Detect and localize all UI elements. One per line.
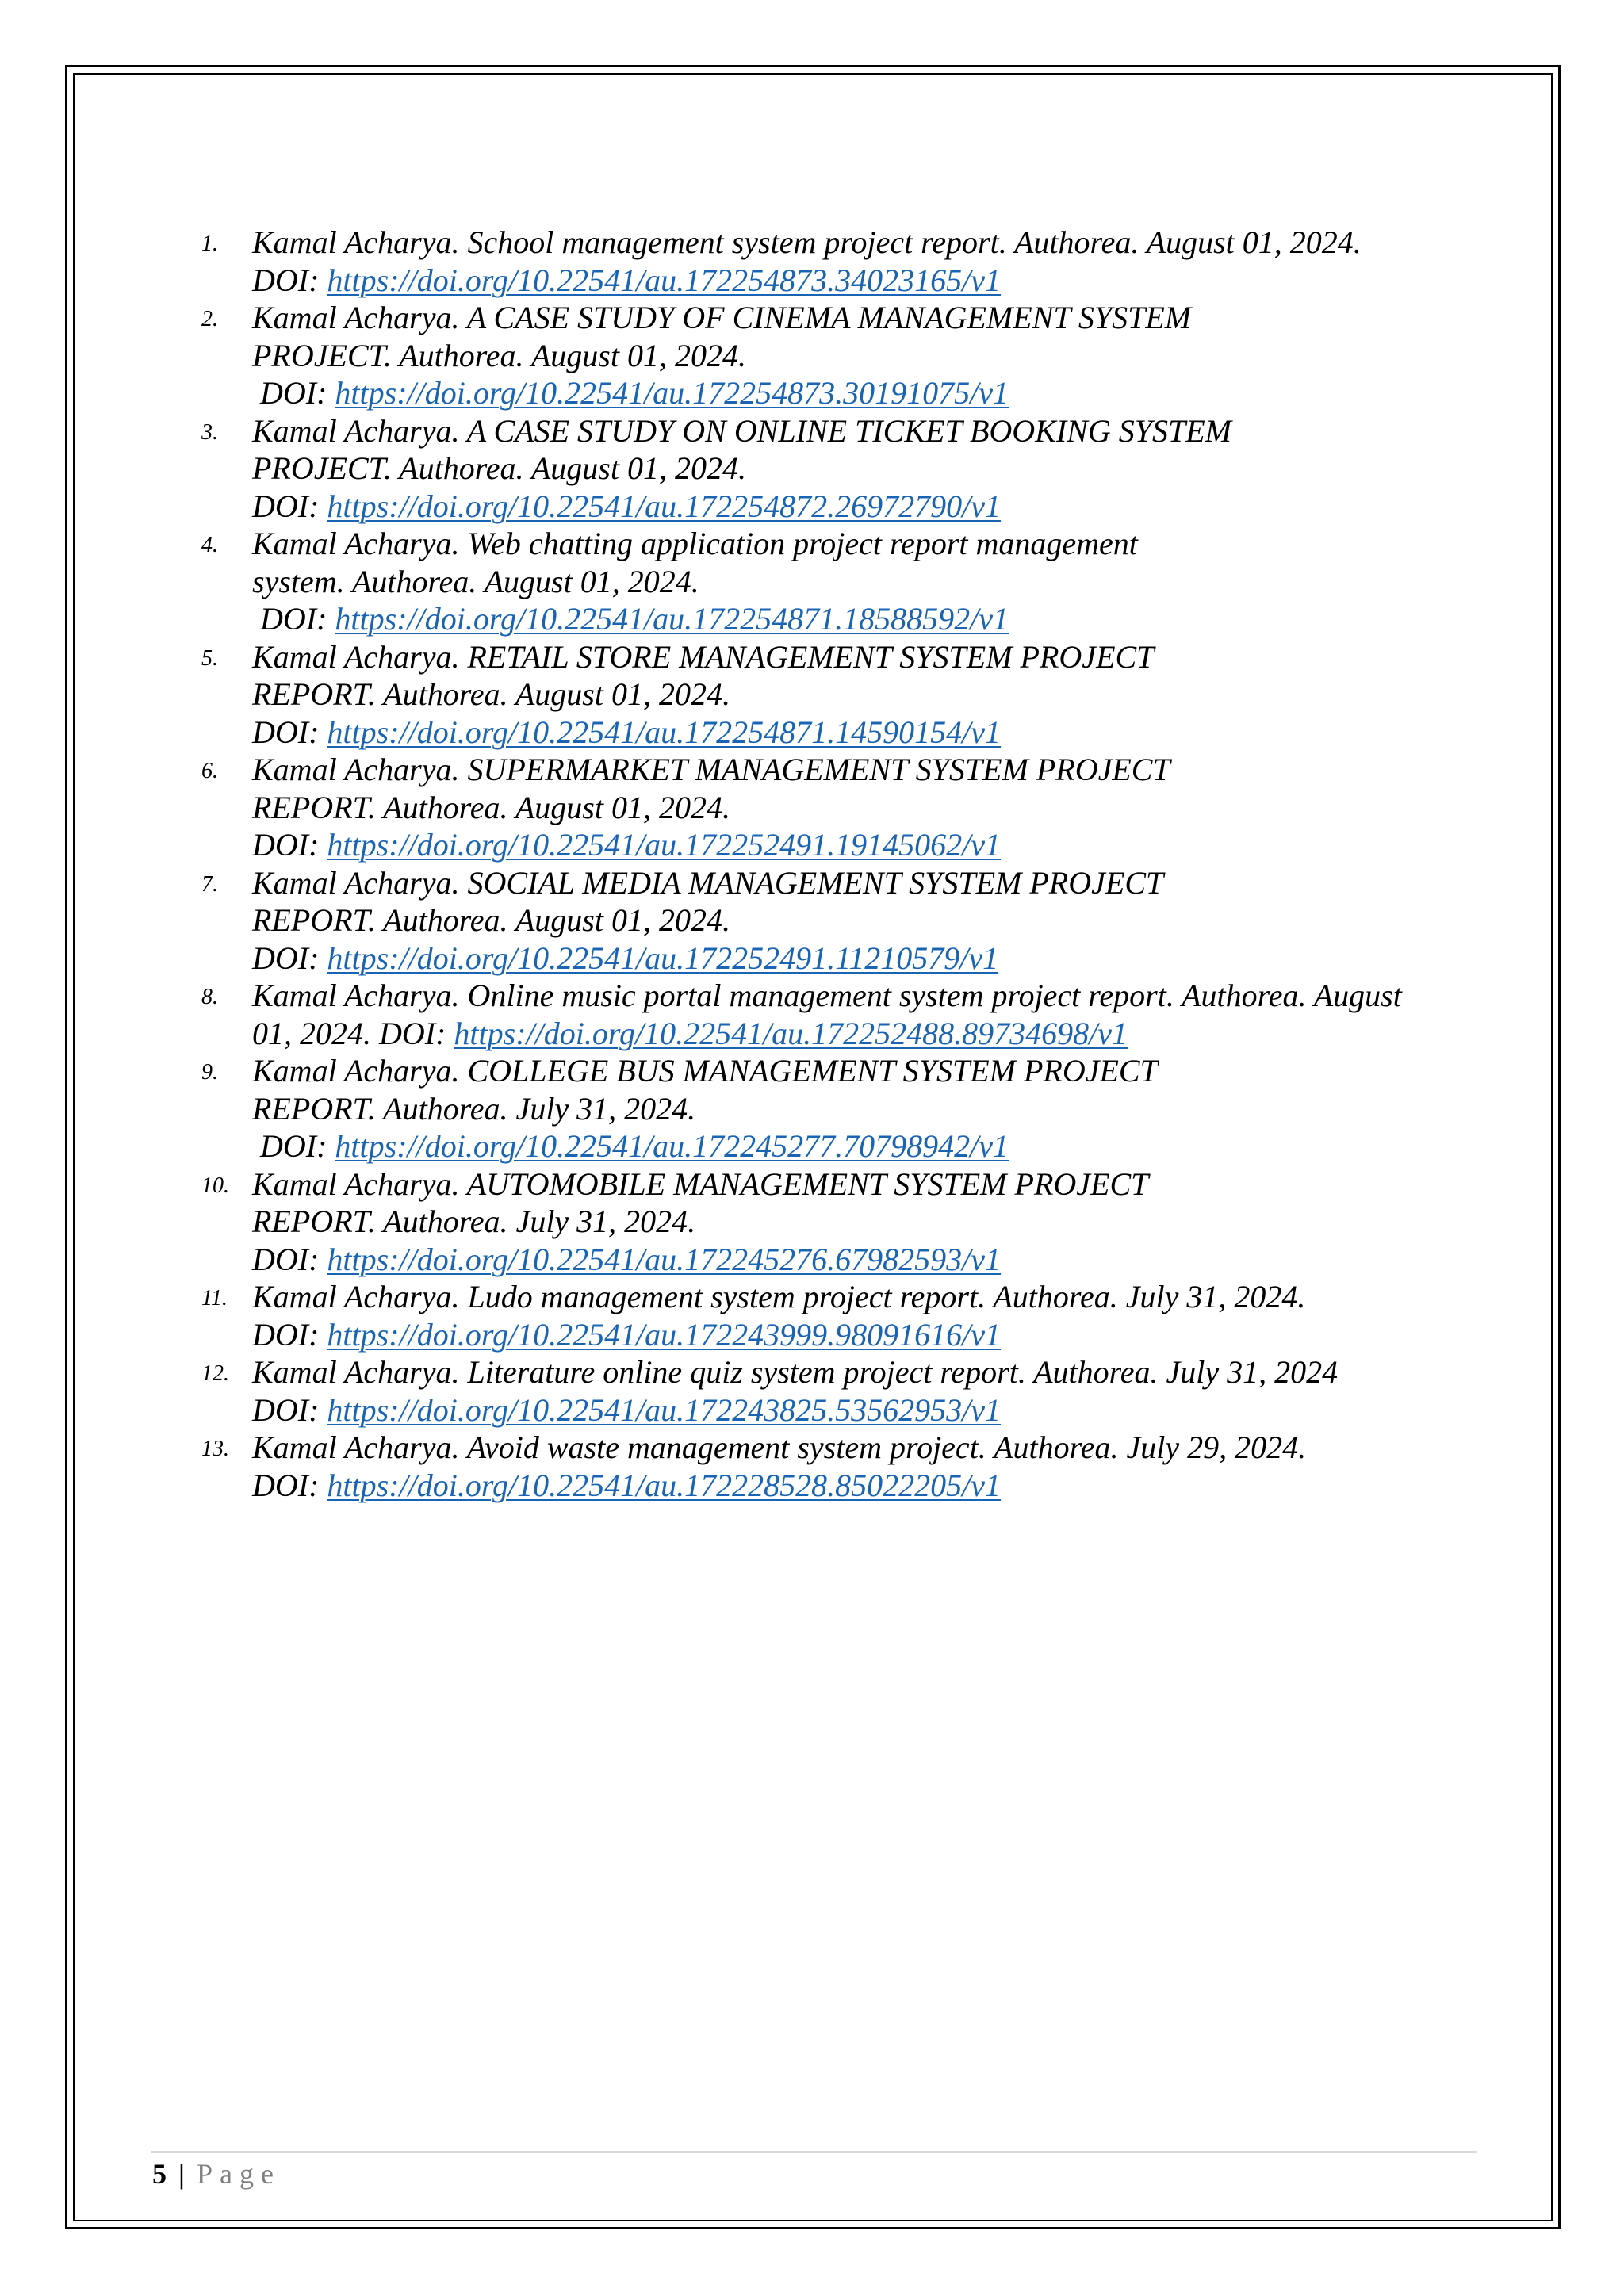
doi-link[interactable]: https://doi.org/10.22541/au.172245276.67982593/v1	[327, 1241, 1002, 1277]
reference-item	[201, 1429, 1486, 1504]
reference-text: REPORT. Authorea. August 01, 2024.	[252, 789, 730, 825]
reference-number: 7.	[201, 871, 218, 897]
doi-link[interactable]: https://doi.org/10.22541/au.172254873.30191075/v1	[335, 375, 1009, 411]
page-footer	[152, 2156, 281, 2191]
reference-doi-line	[252, 1316, 1486, 1354]
reference-text: system. Authorea. August 01, 2024.	[252, 563, 699, 599]
doi-link[interactable]: https://doi.org/10.22541/au.172252491.11210579/v1	[327, 939, 999, 976]
reference-doi-line	[252, 714, 1486, 752]
reference-number: 5.	[201, 645, 218, 671]
reference-doi-line	[252, 1391, 1486, 1429]
doi-link[interactable]: https://doi.org/10.22541/au.172254873.34023165/v1	[327, 262, 1002, 298]
reference-text: Kamal Acharya. Web chatting application project report management	[252, 526, 1138, 561]
doi-link[interactable]: https://doi.org/10.22541/au.172245277.70798942/v1	[335, 1128, 1009, 1164]
reference-doi-line	[252, 262, 1486, 300]
page-number: 5	[152, 2158, 167, 2190]
reference-text: Kamal Acharya. SUPERMARKET MANAGEMENT SYSTEM PROJECT	[252, 752, 1170, 787]
reference-text: Kamal Acharya. Ludo management system project report. Authorea. July 31, 2024.	[252, 1279, 1306, 1314]
reference-list	[201, 224, 1486, 1504]
reference-doi-line	[252, 1241, 1486, 1279]
doi-link[interactable]: https://doi.org/10.22541/au.172252491.19145062/v1	[327, 827, 1002, 863]
reference-doi-line	[252, 374, 1486, 412]
reference-number: 8.	[201, 985, 218, 1009]
reference-text: Kamal Acharya. A CASE STUDY OF CINEMA MANAGEMENT SYSTEM	[252, 300, 1192, 335]
reference-number: 2.	[201, 307, 218, 331]
reference-text: Kamal Acharya. School management system project report. Authorea. August 01, 2024.	[252, 224, 1362, 260]
reference-text: Kamal Acharya. A CASE STUDY ON ONLINE TICKET BOOKING SYSTEM	[252, 412, 1231, 449]
reference-doi-line	[252, 1127, 1486, 1165]
doi-prefix: DOI:	[252, 827, 327, 863]
doi-prefix: DOI:	[252, 488, 327, 524]
reference-doi-line	[252, 488, 1486, 526]
doi-link[interactable]: https://doi.org/10.22541/au.172243999.98091616/v1	[327, 1316, 1002, 1353]
doi-prefix: DOI:	[252, 714, 327, 750]
reference-number: 6.	[201, 759, 218, 783]
reference-item	[201, 864, 1486, 978]
doi-prefix: DOI:	[260, 601, 335, 637]
reference-text: Kamal Acharya. RETAIL STORE MANAGEMENT SYSTEM PROJECT	[252, 638, 1155, 675]
reference-doi-line	[252, 1467, 1486, 1505]
reference-number: 9.	[201, 1060, 218, 1085]
reference-item	[201, 638, 1486, 752]
reference-item	[201, 1278, 1486, 1353]
doi-prefix: DOI:	[252, 1316, 327, 1353]
reference-text: Kamal Acharya. COLLEGE BUS MANAGEMENT SYSTEM PROJECT	[252, 1053, 1158, 1089]
reference-number: 11.	[201, 1286, 228, 1311]
reference-text: Kamal Acharya. Avoid waste management system project. Authorea. July 29, 2024.	[252, 1429, 1307, 1465]
reference-item	[201, 299, 1486, 412]
reference-text: REPORT. Authorea. July 31, 2024.	[252, 1203, 696, 1239]
reference-number: 4.	[201, 533, 218, 557]
reference-text: PROJECT. Authorea. August 01, 2024.	[252, 450, 746, 486]
doi-prefix: DOI:	[252, 262, 327, 298]
reference-doi-line	[252, 1015, 1486, 1053]
reference-doi-line	[252, 600, 1486, 638]
reference-item	[201, 1052, 1486, 1165]
doi-prefix: DOI:	[260, 1128, 335, 1164]
doi-link[interactable]: https://doi.org/10.22541/au.172228528.85022205/v1	[327, 1467, 1002, 1503]
reference-number: 10.	[201, 1173, 229, 1198]
reference-text: Kamal Acharya. SOCIAL MEDIA MANAGEMENT SYSTEM PROJECT	[252, 864, 1164, 901]
doi-prefix: DOI:	[252, 1241, 327, 1277]
reference-doi-line	[252, 939, 1486, 978]
footer-rule	[151, 2151, 1477, 2152]
doi-link[interactable]: https://doi.org/10.22541/au.172252488.89734698/v1	[454, 1015, 1128, 1051]
reference-text: Kamal Acharya. Literature online quiz system project report. Authorea. July 31, 2024	[252, 1354, 1339, 1390]
reference-item	[201, 525, 1486, 638]
doi-link[interactable]: https://doi.org/10.22541/au.172254872.26972790/v1	[327, 488, 1002, 524]
reference-item	[201, 1353, 1486, 1429]
doi-prefix: DOI:	[252, 1467, 327, 1503]
reference-number: 12.	[201, 1361, 229, 1386]
doi-prefix: DOI:	[252, 1391, 327, 1428]
doi-link[interactable]: https://doi.org/10.22541/au.172254871.14590154/v1	[327, 714, 1002, 750]
doi-link[interactable]: https://doi.org/10.22541/au.172243825.53562953/v1	[327, 1391, 1002, 1428]
reference-number: 13.	[201, 1437, 229, 1461]
reference-doi-line	[252, 826, 1486, 864]
reference-item	[201, 412, 1486, 526]
doi-link[interactable]: https://doi.org/10.22541/au.172254871.18588592/v1	[335, 601, 1009, 637]
reference-item	[201, 1165, 1486, 1279]
reference-text: PROJECT. Authorea. August 01, 2024.	[252, 337, 746, 373]
reference-item	[201, 751, 1486, 864]
reference-item	[201, 224, 1486, 299]
page-label: Page	[196, 2158, 281, 2190]
doi-prefix: 01, 2024. DOI:	[252, 1015, 454, 1051]
reference-text: REPORT. Authorea. July 31, 2024.	[252, 1090, 696, 1127]
reference-item	[201, 977, 1486, 1052]
reference-text: Kamal Acharya. Online music portal management system project report. Authorea. August	[252, 978, 1402, 1013]
doi-prefix: DOI:	[252, 939, 327, 976]
doi-prefix: DOI:	[260, 375, 335, 411]
reference-number: 3.	[201, 419, 218, 445]
reference-text: REPORT. Authorea. August 01, 2024.	[252, 676, 730, 712]
footer-separator: |	[178, 2158, 185, 2190]
reference-number: 1.	[201, 232, 218, 256]
reference-text: Kamal Acharya. AUTOMOBILE MANAGEMENT SYSTEM PROJECT	[252, 1165, 1149, 1202]
reference-text: REPORT. Authorea. August 01, 2024.	[252, 902, 730, 938]
